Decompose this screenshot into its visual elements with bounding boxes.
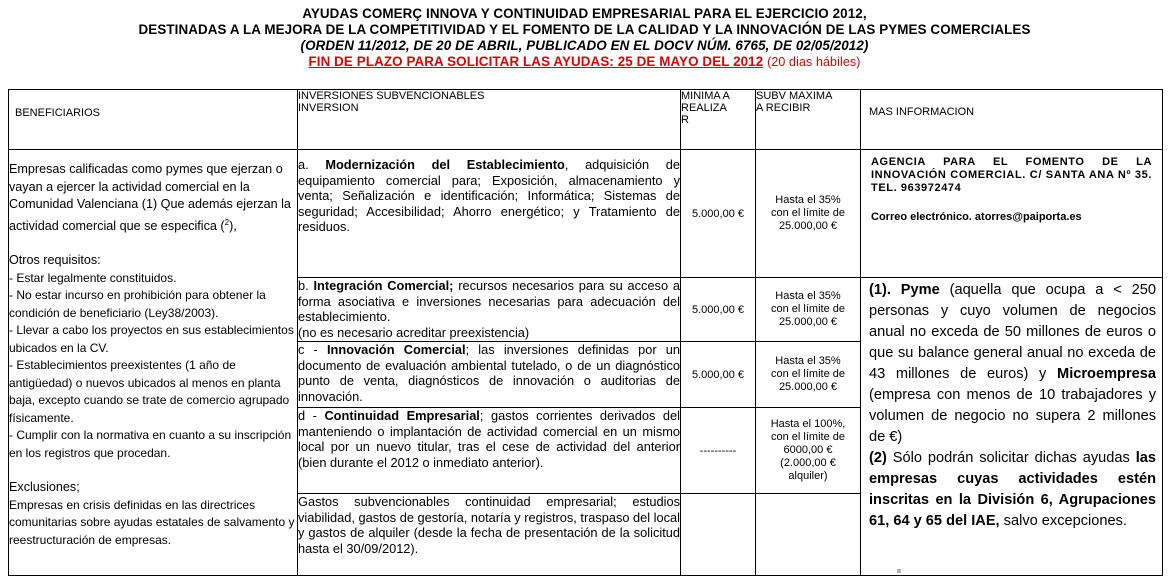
- header-minima: MINIMA A REALIZA R: [681, 90, 756, 150]
- requirement-item: - No estar incurso en prohibición para obtener la condición de beneficiario (Ley38/2003).: [9, 288, 266, 320]
- title-line-2: DESTINADAS A LA MEJORA DE LA COMPETITIVIDAD Y EL FOMENTO DE LA CALIDAD Y LA INNOVACIÓN DE LAS PYMES COMERCIALES: [138, 22, 1031, 37]
- header-subv-maxima: SUBV MAXIMA A RECIBIR: [756, 90, 861, 150]
- table-row: [9, 150, 1163, 278]
- page-mark: ıı: [897, 568, 901, 575]
- deadline-days: (20 dias hábiles): [767, 55, 861, 69]
- exclusiones-text: Empresas en crisis definidas en las directrices comunitarias sobre ayudas estatales de salvamento y reestructuración de empresas.: [9, 497, 295, 547]
- subv-c: Hasta el 35% con el límite de 25.000,00 €: [756, 342, 861, 408]
- aid-table: [8, 89, 1163, 576]
- exclusiones-title: Exclusiones;: [9, 480, 80, 495]
- requirement-item: - Cumplir con la normativa en cuanto a su inscripción en los registros que procedan.: [9, 428, 292, 460]
- empty-cell: [681, 494, 756, 576]
- inversion-b: b. Integración Comercial; recursos necesarios para su acceso a forma asociativa e inversiones necesarias para adecuación del establecimiento. (no es necesario acreditar preexistencia): [298, 278, 680, 340]
- beneficiarios-cell: [9, 150, 298, 576]
- header-mas-informacion: MAS INFORMACION: [861, 90, 1163, 150]
- subv-b: Hasta el 35% con el límite de 25.000,00 €: [756, 278, 861, 342]
- beneficiarios-intro: Empresas calificadas como pymes que ejerzan o vayan a ejercer la actividad comercial en la Comunidad Valenciana (1) Que además ejerzan la actividad comercial que se especifica ($^2$),: [9, 162, 291, 233]
- order-reference: (ORDEN 11/2012, DE 20 DE ABRIL, PUBLICADO EN EL DOCV NÚM. 6765, DE 02/05/2012): [300, 38, 869, 53]
- note-1: (1). Pyme (aquella que ocupa a < 250 personas y cuyo volumen de negocios anual no exceda de 50 millones de euros o que su balance general anual no exceda de 43 millones de euros) y Microempresa (empresa con menos de 10 trabajadores y volumen de negocio no supera 2 millones de €): [869, 282, 1157, 445]
- inversion-c: c - Innovación Comercial; las inversiones definidas por un documento de evaluación ambiental tutelado, o de un diagnóstico punto de venta, diagnósticos de innovación o auditorias de innovación.: [298, 342, 681, 408]
- otros-requisitos-title: Otros requisitos:: [9, 253, 101, 268]
- info-cell: [861, 150, 1163, 278]
- header-row: [9, 90, 1163, 150]
- requirement-item: - Estar legalmente constituidos.: [9, 270, 177, 285]
- header-inversiones: INVERSIONES SUBVENCIONABLES INVERSION: [298, 90, 681, 150]
- requirement-item: - Llevar a cabo los proyectos en sus establecimientos ubicados en la CV.: [9, 323, 294, 355]
- minima-d: ----------: [681, 408, 756, 494]
- gastos-subvencionables: Gastos subvencionables continuidad empresarial; estudios viabilidad, gastos de gestoría, notaría y registros, traspaso del local y gastos de alquiler (desde la fecha de presentación de la solicitud hasta el 30/09/2012).: [298, 494, 681, 576]
- inversion-a: a. Modernización del Establecimiento, adquisición de equipamiento comercial para; Exposición, almacenamiento y venta; Señalización e identificación; Informática; Sistemas de seguridad; Accesibilidad; Ahorro energético; y Tratamiento de residuos.: [298, 150, 681, 278]
- subv-d: Hasta el 100%, con el límite de 6000,00 € (2.000,00 € alquiler): [756, 408, 861, 494]
- empty-cell: [756, 494, 861, 576]
- note-2: (2) Sólo podrán solicitar dichas ayudas las empresas cuyas actividades estén inscritas en la División 6, Agrupaciones 61, 64 y 65 del IAE, salvo excepciones.: [869, 450, 1156, 529]
- title-line-1: AYUDAS COMERÇ INNOVA Y CONTINUIDAD EMPRESARIAL PARA EL EJERCICIO 2012,: [302, 6, 867, 21]
- subv-a: Hasta el 35% con el límite de 25.000,00 €: [756, 150, 861, 278]
- minima-b: 5.000,00 €: [681, 278, 756, 342]
- agency-contact: AGENCIA PARA EL FOMENTO DE LA INNOVACIÓN COMERCIAL. C/ SANTA ANA Nº 35. TEL. 963972474: [871, 156, 1152, 194]
- contact-email: Correo electrónico. atorres@paiporta.es: [871, 211, 1082, 223]
- deadline-line: [0, 54, 1169, 70]
- notes-cell: [861, 278, 1163, 576]
- deadline-text: FIN DE PLAZO PARA SOLICITAR LAS AYUDAS: 25 DE MAYO DEL 2012: [308, 54, 764, 69]
- minima-c: 5.000,00 €: [681, 342, 756, 408]
- document-header: [0, 6, 1169, 70]
- inversion-d: d - Continuidad Empresarial; gastos corrientes derivados del manteniendo o implantación de actividad comercial en un mismo local por un nuevo titular, tras el cese de actividad del anterior (bien durante el 2012 o inmediato anterior).: [298, 408, 681, 494]
- header-beneficiarios: BENEFICIARIOS: [9, 90, 298, 150]
- requirement-item: - Establecimientos preexistentes (1 año de antigüedad) o nuevos ubicados al menos en planta baja, excepto cuando se trate de comercio agrupado físicamente.: [9, 358, 290, 425]
- minima-a: 5.000,00 €: [681, 150, 756, 278]
